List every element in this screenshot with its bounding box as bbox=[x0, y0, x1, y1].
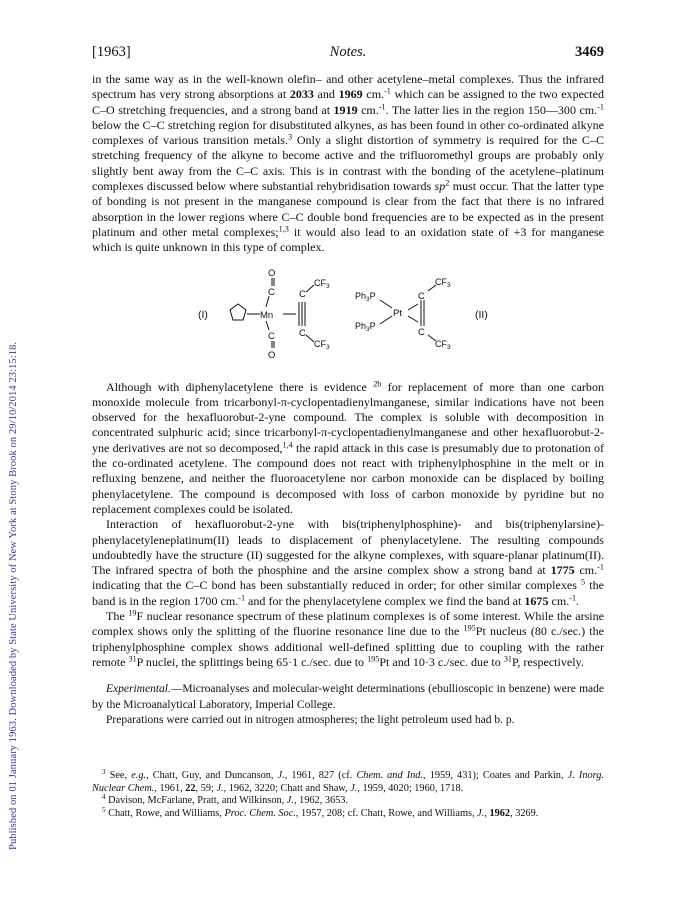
header-page-number: 3469 bbox=[575, 44, 604, 60]
group-ph3p-upper: $Ph_3P$ bbox=[355, 290, 376, 303]
paragraph-platinum-interaction: Interaction of hexafluorobut-2-yne with bis(triphenylphosphine)- and bis(triphenylarsine)-phenylacetyleneplatinum(II) leads to displacement of phenylacetylene. The resulting compounds undoubtedly have the structure (II) suggested for the alkyne complexes, with square-planar platinum(II). The infrared spectra of both the phosphine and the arsine complex show a strong band at 1775 cm.$^{-1}$ indicating that the C–C bond has been substantially reduced in order; for other similar complexes $^5$ the band is in the region 1700 cm.$^{-1}$ and for the phenylacetylene complex we find the band at 1675 cm.$^{-1}$. bbox=[92, 517, 604, 608]
cyclopentadienyl-ring bbox=[230, 304, 246, 320]
label-compound-one: (I) bbox=[198, 308, 208, 321]
atom-o-bottom: O bbox=[268, 349, 276, 361]
atom-c-bottom: C bbox=[268, 330, 275, 342]
atom-c-alkyne-lower: C bbox=[299, 327, 306, 339]
group-cf3-upper: $CF_3$ bbox=[314, 277, 330, 290]
footnote-4: $^4$ Davison, McFarlane, Pratt, and Wilkinson, J., 1962, 3653. bbox=[102, 793, 349, 807]
atom-pt-c-lower: C bbox=[418, 326, 425, 338]
paragraph-diphenylacetylene: Although with diphenylacetylene there is evidence $^{2b}$ for replacement of more than one carbon monoxide molecule from tricarbonyl-π-cyclopentadienylmanganese, similar indications have not been observed for the hexafluorobut-2-yne compound. The complex is soluble with decomposition in concentrated sulphuric acid; since tricarbonyl-π-cyclopentadienylmanganese and other hexafluorobut-2-yne derivatives are not so decomposed,$^{1,4}$ the rapid attack in this case is presumably due to protonation of the co-ordinated acetylene. The compound does not react with triphenylphosphine in the melt or in refluxing benzene, and neither the fluoroacetylene nor carbon monoxide can be displaced by boiling phenylacetylene. The compound is decomposed with loss of carbon monoxide by pyridine but no replacement complexes could be isolated. bbox=[92, 379, 604, 516]
footnotes bbox=[92, 770, 604, 820]
group-pt-cf3-upper: $CF_3$ bbox=[435, 276, 451, 289]
footnote-5: $^5$ Chatt, Rowe, and Williams, Proc. Chem. Soc., 1957, 208; cf. Chatt, Rowe, and Williams, J., 1962, 3269. bbox=[102, 805, 539, 819]
paragraph-preparations: Preparations were carried out in nitrogen atmospheres; the light petroleum used had b. p. bbox=[106, 713, 515, 726]
paragraph-nmr: The $^{19}$F nuclear resonance spectrum of these platinum complexes is of some interest. While the arsine complex shows only the splitting of the fluorine resonance line due to the $^{195}$Pt nucleus (80 c./sec.) the triphenylphosphine complex shows additional well-defined splitting due to coupling with the rather remote $^{31}$P nuclei, the splittings being 65·1 c./sec. due to $^{195}$Pt and 10·3 c./sec. due to $^{31}$P, respectively. bbox=[92, 608, 605, 669]
footnote-3: $^3$ See, e.g., Chatt, Guy, and Duncanson, J., 1961, 827 (cf. Chem. and Ind., 1959, 431); Coates and Parkin, J. Inorg. Nuclear Chem., 1961, 22, 59; J., 1962, 3220; Chatt and Shaw, J., 1959, 4020; 1960, 1718. bbox=[92, 768, 604, 794]
running-header bbox=[92, 44, 604, 64]
atom-pt: Pt bbox=[393, 307, 402, 319]
group-pt-cf3-lower: $CF_3$ bbox=[435, 338, 451, 351]
label-compound-two: (II) bbox=[475, 308, 488, 321]
header-year: [1963] bbox=[92, 44, 131, 60]
atom-pt-c-upper: C bbox=[418, 290, 425, 302]
atom-c-alkyne-upper: C bbox=[299, 288, 306, 300]
group-ph3p-lower: $Ph_3P$ bbox=[355, 320, 376, 333]
structure-diagram bbox=[92, 264, 604, 372]
paragraph-infrared: in the same way as in the well-known olefin– and other acetylene–metal complexes. Thus the infrared spectrum has very strong absorptions at 2033 and 1969 cm.$^{-1}$ which can be assigned to the two expected C–O stretching frequencies, and a strong band at 1919 cm.$^{-1}$. The latter lies in the region 150—300 cm.$^{-1}$ below the C–C stretching region for disubstituted alkynes, as has been found in other co-ordinated alkyne complexes of various transition metals.$^3$ Only a slight distortion of symmetry is required for the C–C stretching frequency of the alkyne to become active and the trifluoromethyl groups are probably only slightly bent away from the C–C axis. This is in contrast with the bonding of the acetylene–platinum complexes discussed below where substantial rehybridisation towards $sp^2$ must occur. That the latter type of bonding is not present in the manganese compound is clear from the fact that there is no infrared absorption in the lower regions where C–C double bond frequencies are to be expected as in the present platinum and other metal complexes;$^{1,3}$ it would also lead to an oxidation state of +3 for manganese which is quite unknown in this type of complex. bbox=[92, 72, 605, 255]
structure-figure bbox=[92, 264, 604, 372]
download-watermark-text: Published on 01 January 1963. Downloaded by State University of New York at Stony Brook on 29/10/2014 23:15:18. bbox=[8, 341, 19, 850]
article-body bbox=[92, 72, 604, 728]
header-section-title: Notes. bbox=[329, 44, 367, 60]
download-watermark bbox=[8, 60, 22, 850]
group-cf3-lower: $CF_3$ bbox=[314, 338, 330, 351]
atom-o-top: O bbox=[268, 267, 276, 279]
atom-mn: Mn bbox=[260, 309, 274, 321]
atom-c-top: C bbox=[268, 286, 275, 298]
paragraph-experimental: Experimental.—Microanalyses and molecular-weight determinations (ebullioscopic in benzene) were made by the Microanalytical Laboratory, Imperial College. bbox=[92, 683, 604, 711]
